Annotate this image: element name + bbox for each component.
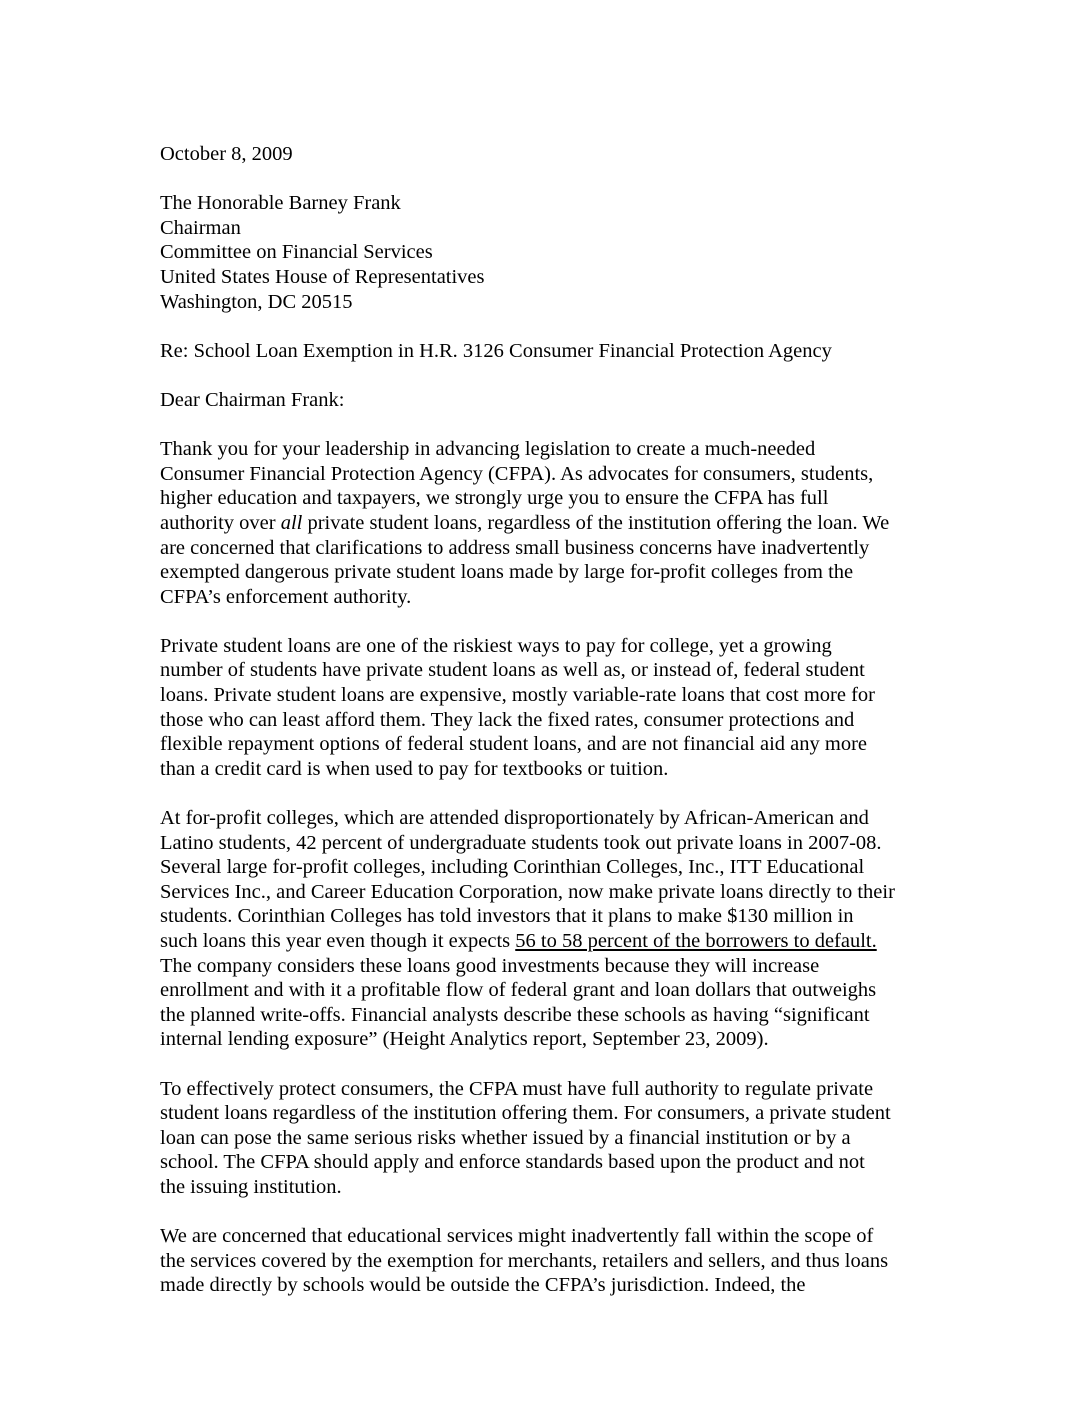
recipient-address (160, 191, 920, 314)
address-line: Committee on Financial Services (160, 241, 433, 264)
paragraph-line: We are concerned that educational services might inadvertently fall within the scope of (160, 1225, 874, 1248)
paragraph-line: Latino students, 42 percent of undergraduate students took out private loans in 2007-08. (160, 831, 882, 854)
paragraph-line: loan can pose the same serious risks whether issued by a financial institution or by a (160, 1126, 851, 1149)
paragraph-line: school. The CFPA should apply and enforce standards based upon the product and not (160, 1151, 865, 1174)
paragraph-line: exempted dangerous private student loans made by large for-profit colleges from the (160, 561, 854, 584)
paragraph-line: the services covered by the exemption for merchants, retailers and sellers, and thus loans (160, 1249, 889, 1272)
address-line: Chairman (160, 216, 241, 239)
paragraph-line: internal lending exposure” (Height Analytics report, September 23, 2009). (160, 1028, 769, 1051)
subject-line: Re: School Loan Exemption in H.R. 3126 Consumer Financial Protection Agency (160, 339, 832, 362)
paragraph-line: Services Inc., and Career Education Corporation, now make private loans directly to their (160, 880, 895, 903)
text-run: private student loans, regardless of the institution offering the loan. We (302, 511, 890, 534)
text-run: authority over (160, 511, 281, 534)
paragraph-line: those who can least afford them. They lack the fixed rates, consumer protections and (160, 708, 855, 731)
address-line: Washington, DC 20515 (160, 290, 353, 313)
paragraph-line: students. Corinthian Colleges has told investors that it plans to make $130 million in (160, 905, 854, 928)
paragraph-line: higher education and taxpayers, we strongly urge you to ensure the CFPA has full (160, 487, 829, 510)
paragraph-line: At for-profit colleges, which are attended disproportionately by African-American and (160, 807, 869, 830)
paragraph-line (160, 511, 920, 536)
salutation: Dear Chairman Frank: (160, 388, 345, 411)
paragraph-2 (160, 634, 920, 782)
text-run: such loans this year even though it expects (160, 930, 516, 952)
paragraph-line: The company considers these loans good investments because they will increase (160, 954, 820, 977)
paragraph-1 (160, 437, 920, 609)
paragraph-line: Several large for-profit colleges, including Corinthian Colleges, Inc., ITT Educational (160, 856, 865, 879)
paragraph-line: Private student loans are one of the riskiest ways to pay for college, yet a growing (160, 634, 832, 657)
paragraph-line: CFPA’s enforcement authority. (160, 585, 412, 608)
paragraph-line: than a credit card is when used to pay for textbooks or tuition. (160, 757, 669, 780)
paragraph-line: Consumer Financial Protection Agency (CFPA). As advocates for consumers, students, (160, 462, 874, 485)
paragraph-5 (160, 1224, 920, 1298)
paragraph-3 (160, 806, 920, 1052)
address-line: The Honorable Barney Frank (160, 192, 401, 215)
paragraph-line: made directly by schools would be outside the CFPA’s jurisdiction. Indeed, the (160, 1274, 806, 1297)
underlined-text: 56 to 58 percent of the borrowers to default. (515, 930, 877, 952)
paragraph-line: are concerned that clarifications to address small business concerns have inadvertently (160, 536, 870, 559)
paragraph-line: Thank you for your leadership in advancing legislation to create a much-needed (160, 438, 816, 461)
emphasized-word: all (280, 511, 303, 534)
paragraph-4 (160, 1077, 920, 1200)
letter-date: October 8, 2009 (160, 143, 293, 165)
paragraph-line: number of students have private student loans as well as, or instead of, federal student (160, 659, 865, 682)
paragraph-line: loans. Private student loans are expensive, mostly variable-rate loans that cost more for (160, 684, 876, 707)
letter-body (160, 142, 920, 1298)
paragraph-line: enrollment and with it a profitable flow of federal grant and loan dollars that outweighs (160, 979, 877, 1002)
paragraph-line: the issuing institution. (160, 1175, 342, 1198)
address-line: United States House of Representatives (160, 265, 485, 288)
paragraph-line: To effectively protect consumers, the CFPA must have full authority to regulate private (160, 1077, 874, 1100)
paragraph-line (160, 929, 920, 954)
paragraph-line: the planned write-offs. Financial analysts describe these schools as having “significant (160, 1003, 870, 1026)
paragraph-line: flexible repayment options of federal student loans, and are not financial aid any more (160, 733, 867, 756)
paragraph-line: student loans regardless of the institution offering them. For consumers, a private student (160, 1102, 891, 1125)
